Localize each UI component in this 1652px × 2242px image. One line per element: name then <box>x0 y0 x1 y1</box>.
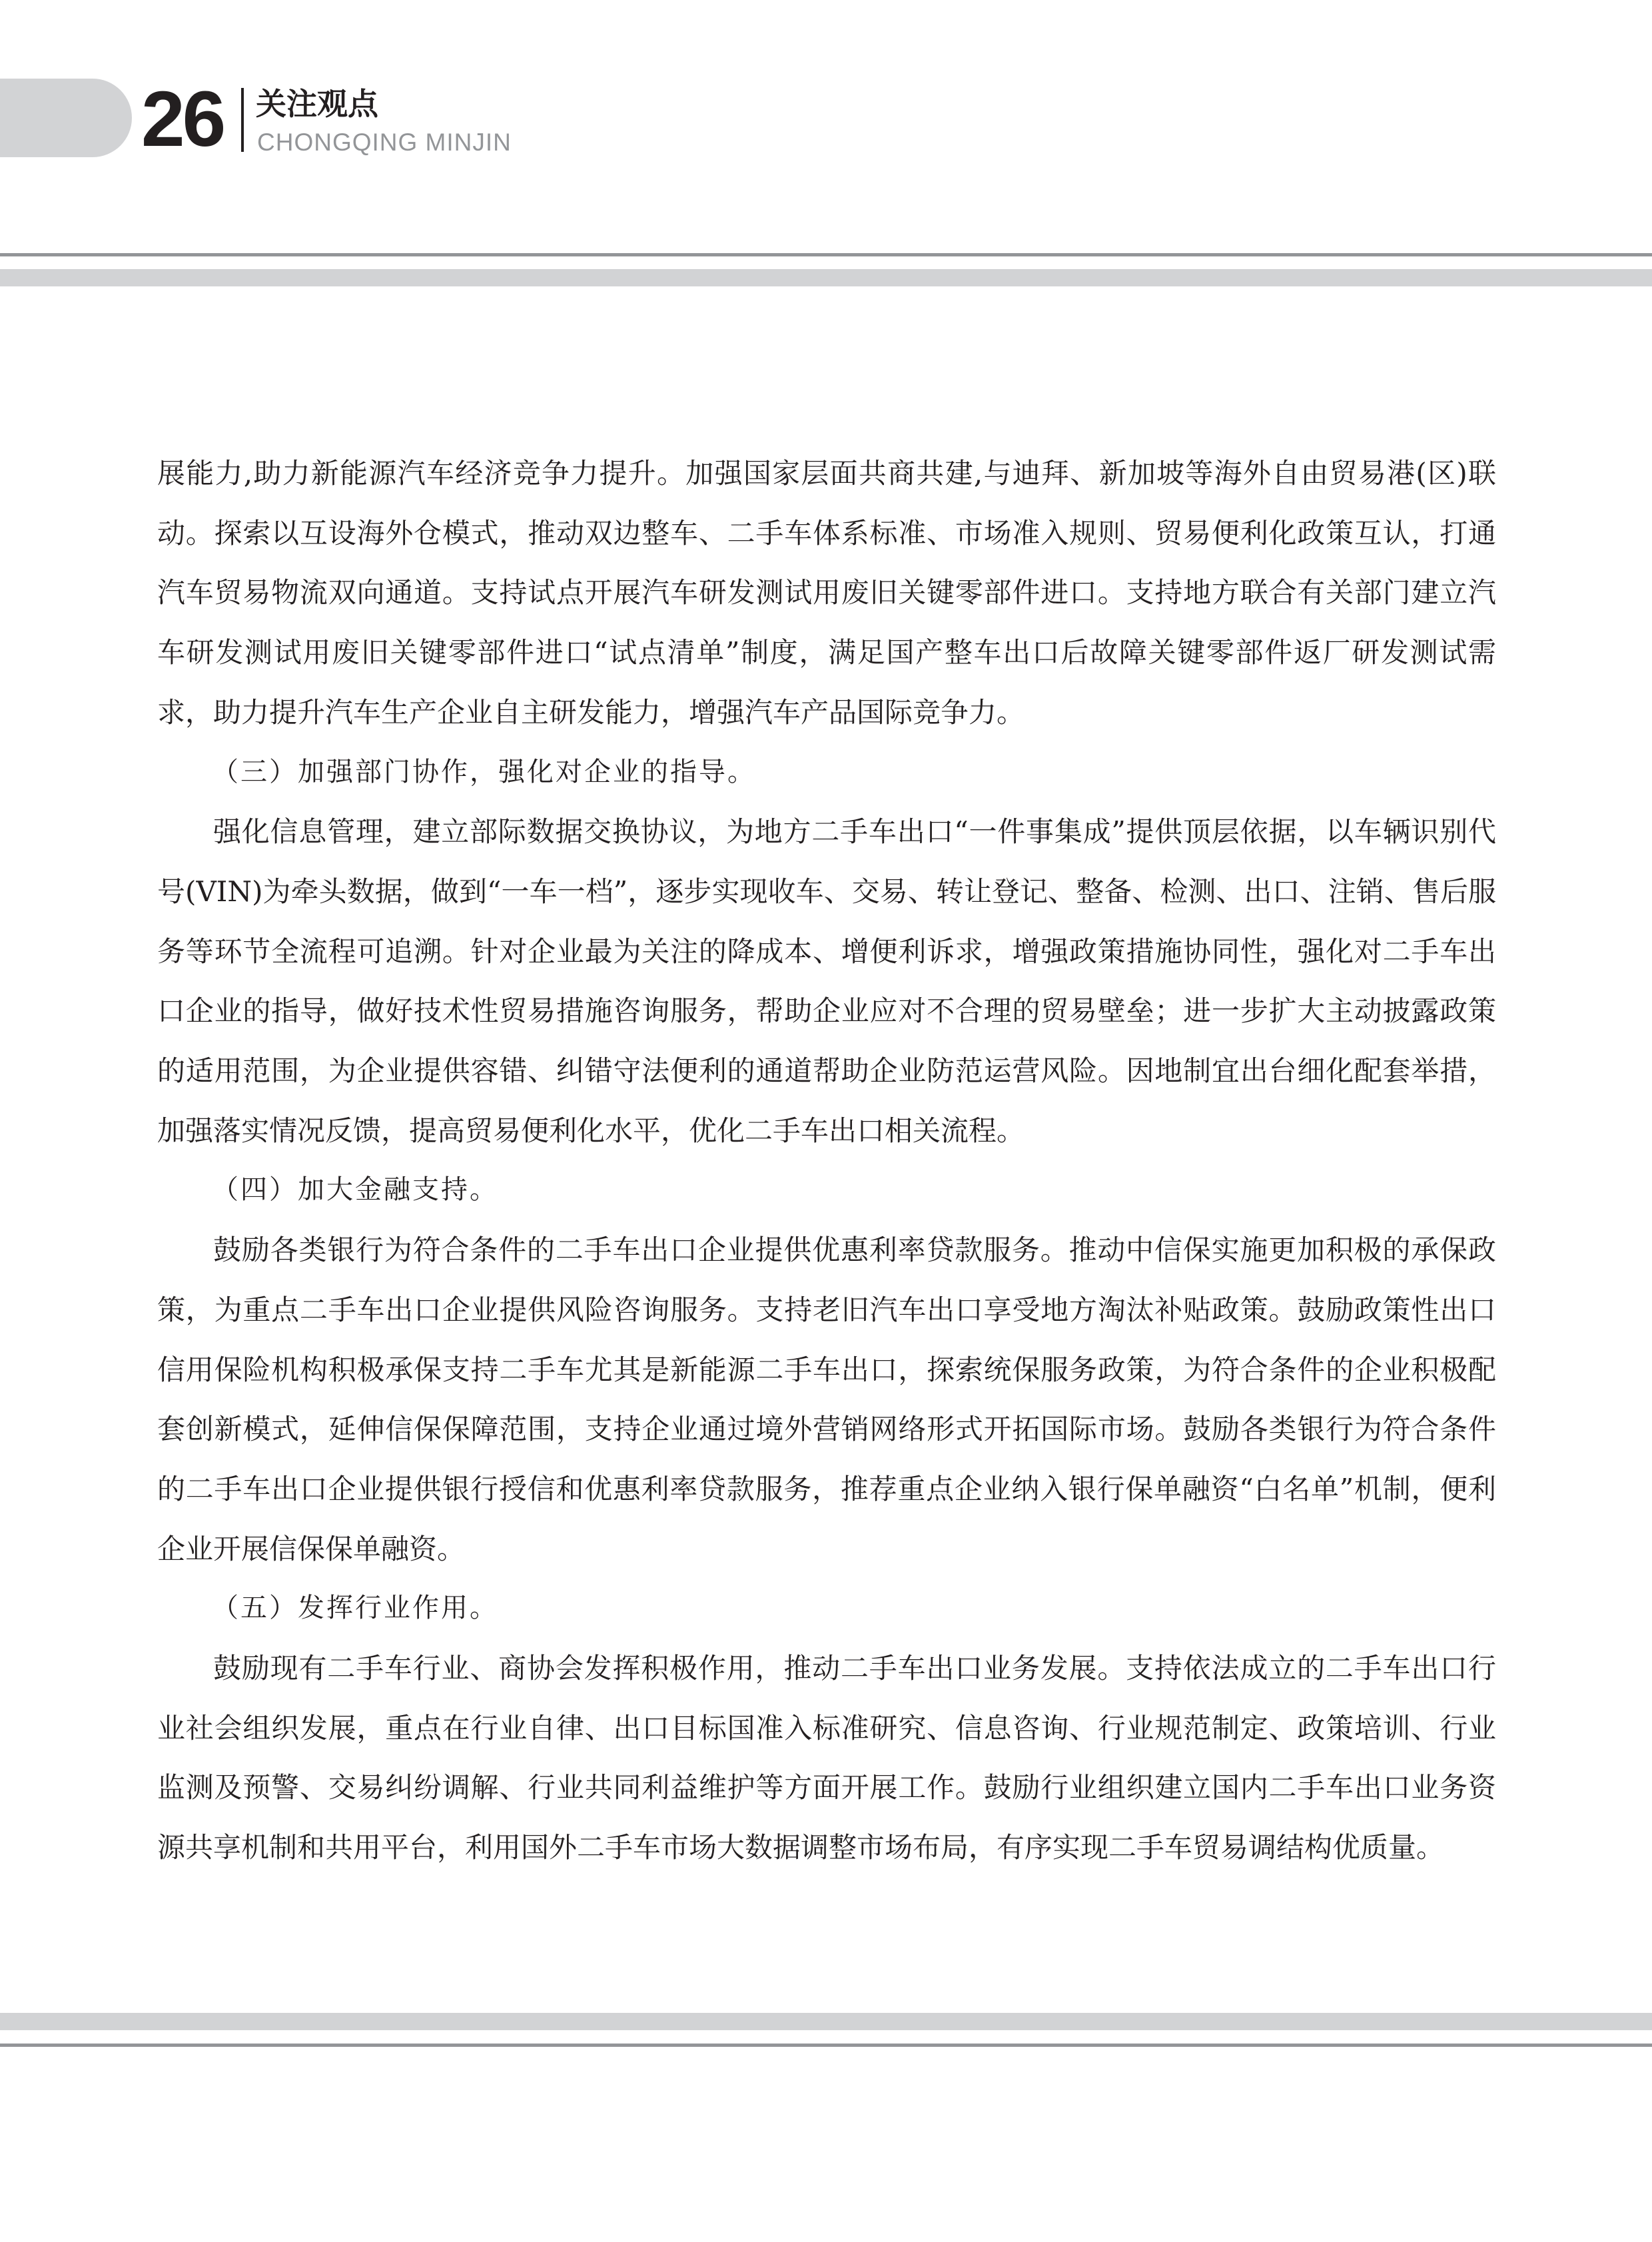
header-divider <box>241 88 244 152</box>
bottom-rule-thick <box>0 2013 1652 2030</box>
section-subtitle: CHONGQING MINJIN <box>257 129 512 156</box>
paragraph: 鼓励各类银行为符合条件的二手车出口企业提供优惠利率贷款服务。推动中信保实施更加积极的承保政策，为重点二手车出口企业提供风险咨询服务。支持老旧汽车出口享受地方淘汰补贴政策。鼓励政策性出口信用保险机构积极承保支持二手车尤其是新能源二手车出口，探索统保服务政策，为符合条件的企业积极配套创新模式，延伸信保保障范围，支持企业通过境外营销网络形式开拓国际市场。鼓励各类银行为符合条件的二手车出口企业提供银行授信和优惠利率贷款服务，推荐重点企业纳入银行保单融资“白名单”机制，便利企业开展信保保单融资。 <box>157 1234 1496 1565</box>
top-rule-thick <box>0 269 1652 286</box>
section-title: 关注观点 <box>256 86 378 122</box>
paragraph: 鼓励现有二手车行业、商协会发挥积极作用，推动二手车出口业务发展。支持依法成立的二手车出口行业社会组织发展，重点在行业自律、出口目标国准入标准研究、信息咨询、行业规范制定、政策培训、行业监测及预警、交易纠纷调解、行业共同利益维护等方面开展工作。鼓励行业组织建立国内二手车出口业务资源共享机制和共用平台，利用国外二手车市场大数据调整市场布局，有序实现二手车贸易调结构优质量。 <box>157 1652 1496 1864</box>
page-number: 26 <box>141 75 224 163</box>
top-rule-thin <box>0 253 1652 256</box>
bottom-rule-thin <box>0 2044 1652 2047</box>
subsection-heading-3: （三）加强部门协作，强化对企业的指导。 <box>212 756 756 787</box>
subsection-heading-5: （五）发挥行业作用。 <box>212 1593 498 1624</box>
subsection-heading-4: （四）加大金融支持。 <box>212 1174 498 1206</box>
article-body <box>157 444 1496 1878</box>
header-tab-shape <box>0 79 132 157</box>
paragraph: 强化信息管理，建立部际数据交换协议，为地方二手车出口“一件事集成”提供顶层依据，以车辆识别代号(VIN)为牵头数据，做到“一车一档”，逐步实现收车、交易、转让登记、整备、检测、出口、注销、售后服务等环节全流程可追溯。针对企业最为关注的降成本、增便利诉求，增强政策措施协同性，强化对二手车出口企业的指导，做好技术性贸易措施咨询服务，帮助企业应对不合理的贸易壁垒；进一步扩大主动披露政策的适用范围，为企业提供容错、纠错守法便利的通道帮助企业防范运营风险。因地制宜出台细化配套举措，加强落实情况反馈，提高贸易便利化水平，优化二手车出口相关流程。 <box>157 815 1496 1147</box>
paragraph-continued: 展能力,助力新能源汽车经济竞争力提升。加强国家层面共商共建,与迪拜、新加坡等海外自由贸易港(区)联动。探索以互设海外仓模式，推动双边整车、二手车体系标准、市场准入规则、贸易便利化政策互认，打通汽车贸易物流双向通道。支持试点开展汽车研发测试用废旧关键零部件进口。支持地方联合有关部门建立汽车研发测试用废旧关键零部件进口“试点清单”制度，满足国产整车出口后故障关键零部件返厂研发测试需求，助力提升汽车生产企业自主研发能力，增强汽车产品国际竞争力。 <box>157 457 1496 729</box>
